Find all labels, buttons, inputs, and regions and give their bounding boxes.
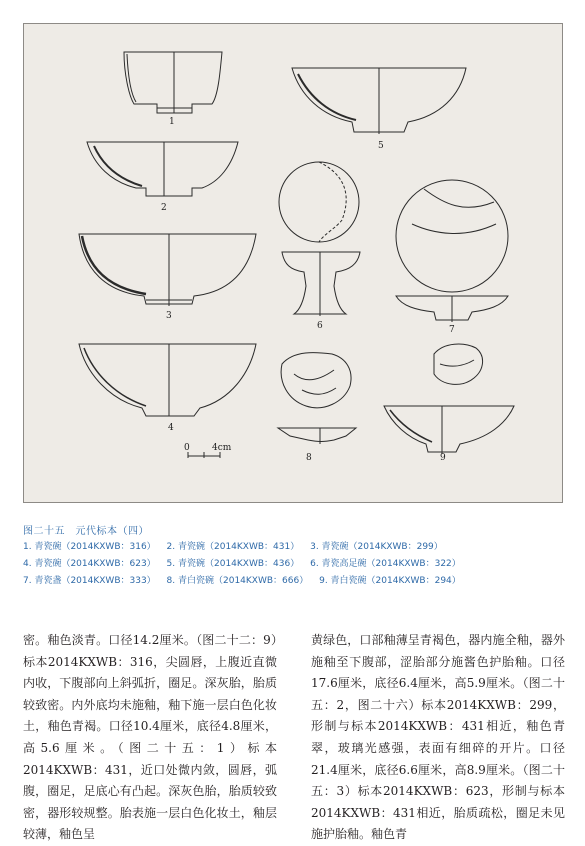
scale-zero-label: 0: [184, 443, 190, 453]
vessel-drawing-8: [278, 353, 356, 444]
caption-item: 2. 青瓷碗（2014KXWB：431）: [166, 542, 300, 552]
vessel-drawing-3: [79, 234, 256, 306]
scale-length-label: 4cm: [212, 443, 232, 453]
caption-item: 1. 青瓷碗（2014KXWB：316）: [23, 542, 156, 552]
body-text-left-column: [23, 630, 277, 846]
figure-number-2: 2: [161, 203, 167, 213]
caption-item: 8. 青白瓷碗（2014KXWB：666）: [166, 576, 309, 586]
figure-caption-list: [23, 539, 565, 590]
vessel-drawing-7: [396, 180, 508, 322]
body-paragraph-right: 黄绿色，口部釉薄呈青褐色，器内施全釉，器外施釉至下腹部，涩胎部分施酱色护胎釉。口径17.6厘米，底径6.4厘米，高5.9厘米。（图二十五：2，图二十六）标本2014KXWB：299，形制与标本2014KXWB：431相近，釉色青翠，玻璃光感强，表面有细碎的开片。口径21.4厘米，底径6.6厘米，高8.9厘米。（图二十五：3）标本2014KXWB：623，形制与标本2014KXWB：431相近，胎质疏松，圈足未见施护胎釉。釉色青: [311, 633, 565, 842]
figure-number-8: 8: [306, 453, 312, 463]
caption-item: 9. 青白瓷碗（2014KXWB：294）: [319, 576, 461, 586]
pottery-drawings: [24, 24, 564, 504]
vessel-drawing-6: [279, 162, 360, 316]
vessel-drawing-9: [384, 344, 514, 454]
figure-caption-title: 图二十五 元代标本（四）: [23, 526, 149, 537]
figure-number-9: 9: [440, 453, 446, 463]
body-text-right-column: [311, 630, 565, 846]
vessel-drawing-4: [79, 344, 256, 416]
figure-number-1: 1: [169, 117, 175, 127]
vessel-drawing-2: [87, 142, 238, 196]
figure-number-3: 3: [166, 311, 172, 321]
body-paragraph-left: 密。釉色淡青。口径14.2厘米。（图二十二：9）标本2014KXWB：316，尖圆唇，上腹近直微内收，下腹部向上斜弧折，圈足。深灰胎，胎质较致密。内外底均未施釉，釉下施一层白色化妆土，釉色青褐。口径10.4厘米，底径4.8厘米，高5.6厘米。（图二十五：1）标本2014KXWB：431，近口处微内敛，圆唇，弧腹，圈足，足底心有凸起。深灰色胎，胎质较致密，器形较规整。胎表施一层白色化妆土，釉层较薄，釉色呈: [23, 633, 277, 842]
vessel-drawing-1: [124, 52, 222, 113]
vessel-drawing-5: [292, 68, 466, 134]
caption-item: 7. 青瓷盏（2014KXWB：333）: [23, 576, 156, 586]
figure-number-4: 4: [168, 423, 174, 433]
caption-item: 6. 青瓷高足碗（2014KXWB：322）: [310, 559, 461, 569]
caption-item: 3. 青瓷碗（2014KXWB：299）: [310, 542, 443, 552]
figure-numbers: [161, 117, 455, 463]
figure-number-6: 6: [317, 321, 323, 331]
figure-number-5: 5: [378, 141, 384, 151]
figure-plate: [23, 23, 563, 503]
caption-item: 4. 青瓷碗（2014KXWB：623）: [23, 559, 156, 569]
caption-item: 5. 青瓷碗（2014KXWB：436）: [166, 559, 300, 569]
figure-number-7: 7: [449, 325, 455, 335]
